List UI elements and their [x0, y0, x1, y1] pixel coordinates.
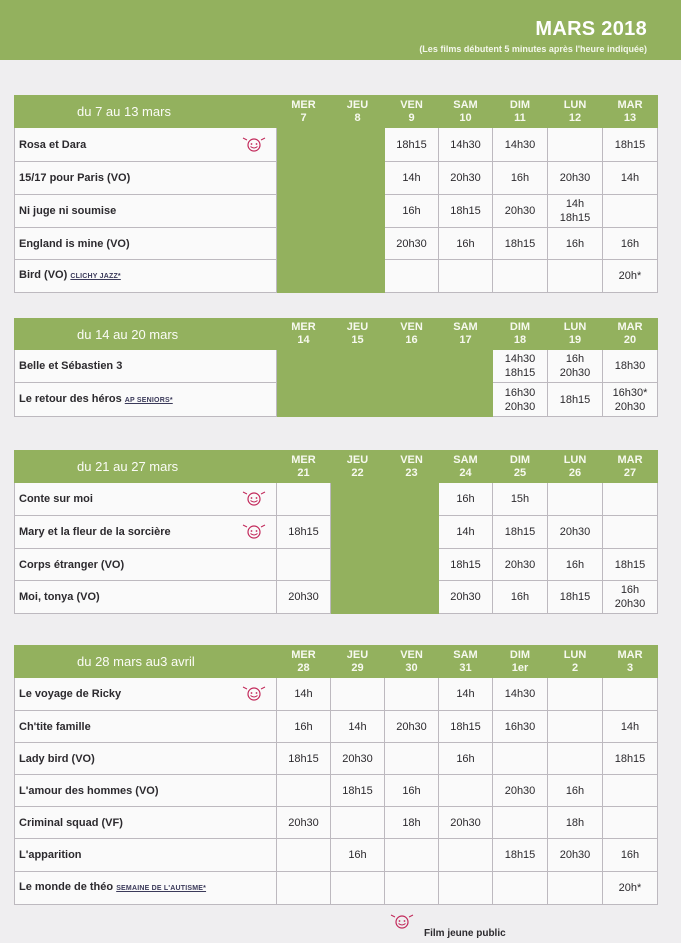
- showtime-cell: 16h: [548, 228, 603, 260]
- day-name: MER: [291, 321, 316, 333]
- film-title-cell: [15, 228, 277, 260]
- film-title-cell: [15, 128, 277, 162]
- film-title: Corps étranger (VO): [19, 558, 125, 571]
- closed-cell: [331, 195, 385, 228]
- showtime-cell: 16h: [493, 162, 548, 195]
- film-title: 15/17 pour Paris (VO): [19, 172, 131, 184]
- film-row: [15, 483, 658, 516]
- day-number: 8: [354, 111, 361, 124]
- film-title-cell: [15, 711, 277, 743]
- day-number: 15: [351, 334, 364, 346]
- day-name: JEU: [346, 648, 369, 661]
- film-title-cell: [15, 162, 277, 195]
- film-title: England is mine (VO): [19, 237, 130, 250]
- day-header: [439, 451, 493, 483]
- day-header: [331, 646, 385, 678]
- film-row: [15, 350, 658, 383]
- film-row: [15, 228, 658, 260]
- showtime-cell: 16h: [439, 743, 493, 775]
- day-number: 21: [297, 466, 310, 479]
- kid-film-icon: [240, 524, 268, 540]
- showtime-cell: [548, 483, 603, 516]
- day-name: JEU: [346, 453, 369, 466]
- day-number: 7: [300, 111, 307, 124]
- closed-cell: [385, 516, 439, 549]
- showtime-cell: 18h15: [548, 581, 603, 614]
- film-row: [15, 743, 658, 775]
- day-number: 2: [571, 661, 579, 674]
- showtime-cell: [385, 839, 439, 872]
- film-title: Le monde de théo: [19, 881, 114, 893]
- week-header: [15, 646, 658, 678]
- day-number: 17: [459, 334, 472, 346]
- showtime-cell: 14h: [385, 162, 439, 195]
- day-number: 31: [459, 661, 472, 674]
- day-name: JEU: [346, 321, 369, 333]
- showtime-cell: 14h: [277, 678, 331, 711]
- showtime-cell: [548, 128, 603, 162]
- showtime-cell: 14h30 18h15: [493, 350, 548, 383]
- film-title: Lady bird (VO): [19, 752, 95, 765]
- film-row: [15, 872, 658, 905]
- closed-cell: [277, 260, 331, 293]
- closed-cell: [331, 162, 385, 195]
- closed-cell: [331, 128, 385, 162]
- showtime-cell: [277, 483, 331, 516]
- week-range: du 14 au 20 mars: [15, 319, 277, 350]
- showtime-cell: 20h*: [603, 260, 658, 293]
- day-header: [439, 646, 493, 678]
- showtime-cell: 16h: [277, 711, 331, 743]
- day-header: [439, 96, 493, 128]
- film-tag: AP SENIORS*: [124, 396, 173, 404]
- film-tag: CLICHY JAZZ*: [70, 273, 121, 280]
- closed-cell: [277, 228, 331, 260]
- day-number: 30: [405, 661, 418, 674]
- film-title-cell: [15, 807, 277, 839]
- day-number: 19: [568, 334, 582, 346]
- closed-cell: [385, 581, 439, 614]
- day-header: [277, 96, 331, 128]
- film-title-cell: [15, 516, 277, 549]
- showtime-cell: 14h: [603, 162, 658, 195]
- day-header: [603, 646, 658, 678]
- showtime-cell: [439, 775, 493, 807]
- showtime-cell: 20h*: [603, 872, 658, 905]
- film-row: [15, 839, 658, 872]
- closed-cell: [277, 383, 331, 417]
- showtime-cell: [548, 711, 603, 743]
- film-row: [15, 678, 658, 711]
- showtime-cell: [277, 872, 331, 905]
- film-title: Mary et la fleur de la sorcière: [19, 526, 171, 538]
- film-title-cell: [15, 743, 277, 775]
- week-table: [14, 318, 658, 417]
- film-row: [15, 195, 658, 228]
- day-name: DIM: [509, 98, 531, 111]
- showtime-cell: [603, 483, 658, 516]
- showtime-cell: [603, 807, 658, 839]
- closed-cell: [439, 350, 493, 383]
- showtime-cell: [439, 872, 493, 905]
- showtime-cell: 20h30: [439, 581, 493, 614]
- film-title: Criminal squad (VF): [19, 816, 123, 829]
- film-title: Moi, tonya (VO): [19, 591, 100, 603]
- day-name: SAM: [453, 648, 478, 661]
- film-title: Le retour des héros: [19, 392, 122, 405]
- day-name: SAM: [453, 453, 478, 466]
- showtime-cell: 20h30: [385, 228, 439, 260]
- showtime-cell: 14h: [439, 516, 493, 549]
- day-name: MER: [291, 98, 316, 111]
- day-number: 25: [513, 466, 527, 479]
- day-name: SAM: [453, 321, 478, 333]
- film-row: [15, 260, 658, 293]
- day-number: 13: [623, 111, 637, 124]
- showtime-cell: 18h15: [277, 743, 331, 775]
- showtime-cell: [603, 195, 658, 228]
- film-row: [15, 775, 658, 807]
- day-header: [277, 451, 331, 483]
- showtime-cell: 16h: [603, 839, 658, 872]
- day-name: VEN: [400, 648, 423, 661]
- header-banner: [0, 0, 681, 60]
- film-title: Rosa et Dara: [19, 138, 87, 151]
- film-row: [15, 128, 658, 162]
- showtime-cell: 18h15: [277, 516, 331, 549]
- showtime-cell: [331, 872, 385, 905]
- day-name: LUN: [563, 453, 587, 466]
- showtime-cell: 18h: [385, 807, 439, 839]
- showtime-cell: [548, 678, 603, 711]
- day-header: [548, 96, 603, 128]
- showtime-cell: 16h 20h30: [548, 350, 603, 383]
- showtime-cell: [548, 872, 603, 905]
- day-header: [493, 319, 548, 350]
- day-header: [493, 646, 548, 678]
- film-row: [15, 162, 658, 195]
- day-header: [331, 451, 385, 483]
- day-header: [385, 451, 439, 483]
- day-header: [277, 646, 331, 678]
- day-name: DIM: [509, 453, 531, 466]
- showtime-cell: 20h30: [331, 743, 385, 775]
- film-title-cell: [15, 483, 277, 516]
- day-header: [277, 319, 331, 350]
- film-row: [15, 711, 658, 743]
- showtime-cell: [277, 549, 331, 581]
- showtime-cell: 20h30: [385, 711, 439, 743]
- showtime-cell: [385, 743, 439, 775]
- film-title-cell: [15, 549, 277, 581]
- closed-cell: [439, 383, 493, 417]
- showtime-cell: 20h30: [493, 195, 548, 228]
- day-number: 26: [568, 466, 582, 479]
- film-tag: SEMAINE DE L'AUTISME*: [116, 885, 207, 892]
- day-name: JEU: [346, 98, 369, 111]
- showtime-cell: 18h15: [548, 383, 603, 417]
- week-range: du 28 mars au3 avril: [15, 646, 277, 678]
- day-name: SAM: [453, 98, 478, 111]
- showtime-cell: 16h: [331, 839, 385, 872]
- film-title-cell: [15, 260, 277, 293]
- showtime-cell: 20h30: [493, 775, 548, 807]
- showtime-cell: 20h30: [548, 839, 603, 872]
- day-name: LUN: [563, 98, 587, 111]
- week-header: [15, 319, 658, 350]
- day-header: [603, 319, 658, 350]
- showtime-cell: 16h: [603, 228, 658, 260]
- showtime-cell: [331, 678, 385, 711]
- day-number: 10: [459, 111, 472, 124]
- showtime-cell: 16h: [385, 775, 439, 807]
- week-range: du 21 au 27 mars: [15, 451, 277, 483]
- day-name: VEN: [400, 321, 423, 333]
- week-header: [15, 451, 658, 483]
- showtime-cell: [603, 678, 658, 711]
- closed-cell: [277, 350, 331, 383]
- showtime-cell: [385, 260, 439, 293]
- showtime-cell: [493, 807, 548, 839]
- film-row: [15, 383, 658, 417]
- showtime-cell: 20h30: [548, 162, 603, 195]
- film-title: Conte sur moi: [19, 493, 93, 505]
- film-title-cell: [15, 839, 277, 872]
- film-title-cell: [15, 383, 277, 417]
- day-header: [493, 96, 548, 128]
- showtime-cell: [385, 678, 439, 711]
- closed-cell: [331, 483, 385, 516]
- showtime-cell: 20h30: [439, 807, 493, 839]
- day-number: 22: [351, 466, 364, 479]
- film-title-cell: [15, 350, 277, 383]
- showtime-cell: 16h 20h30: [603, 581, 658, 614]
- showtime-cell: [439, 839, 493, 872]
- film-title: Bird (VO): [19, 269, 68, 281]
- closed-cell: [277, 128, 331, 162]
- showtime-cell: 16h: [385, 195, 439, 228]
- day-number: 3: [626, 661, 634, 674]
- film-title-cell: [15, 195, 277, 228]
- day-number: 28: [297, 661, 310, 674]
- showtime-cell: 14h: [439, 678, 493, 711]
- day-name: VEN: [400, 453, 423, 466]
- closed-cell: [277, 162, 331, 195]
- day-header: [439, 319, 493, 350]
- page-title: MARS 2018: [535, 18, 647, 40]
- closed-cell: [385, 549, 439, 581]
- showtime-cell: 18h15: [493, 839, 548, 872]
- day-name: MER: [291, 453, 316, 466]
- day-name: MAR: [617, 321, 643, 333]
- showtime-cell: 18h15: [493, 228, 548, 260]
- day-header: [385, 319, 439, 350]
- day-header: [603, 96, 658, 128]
- showtime-cell: 18h15: [385, 128, 439, 162]
- day-number: 12: [568, 111, 582, 124]
- closed-cell: [385, 383, 439, 417]
- showtime-cell: 20h30: [277, 581, 331, 614]
- closed-cell: [331, 228, 385, 260]
- day-name: MAR: [617, 98, 643, 111]
- day-header: [331, 319, 385, 350]
- day-name: LUN: [563, 321, 587, 333]
- showtime-cell: 14h30: [493, 128, 548, 162]
- showtime-cell: [548, 743, 603, 775]
- showtime-cell: 14h30: [493, 678, 548, 711]
- day-number: 23: [405, 466, 418, 479]
- day-header: [548, 451, 603, 483]
- film-title-cell: [15, 872, 277, 905]
- day-name: MAR: [617, 648, 643, 661]
- closed-cell: [385, 350, 439, 383]
- showtime-cell: [603, 775, 658, 807]
- day-number: 24: [459, 466, 472, 479]
- film-title: Belle et Sébastien 3: [19, 360, 123, 372]
- showtime-cell: [493, 260, 548, 293]
- closed-cell: [331, 549, 385, 581]
- showtime-cell: 18h15: [603, 549, 658, 581]
- day-number: 9: [408, 111, 415, 124]
- day-number: 18: [513, 334, 527, 346]
- day-number: 29: [351, 661, 364, 674]
- day-number: 20: [623, 334, 637, 346]
- day-name: DIM: [509, 648, 531, 661]
- day-header: [493, 451, 548, 483]
- closed-cell: [331, 260, 385, 293]
- showtime-cell: 16h: [548, 549, 603, 581]
- showtime-cell: 18h: [548, 807, 603, 839]
- week-range: du 7 au 13 mars: [15, 96, 277, 128]
- showtime-cell: 14h 18h15: [548, 195, 603, 228]
- showtime-cell: 14h: [603, 711, 658, 743]
- day-number: 27: [623, 466, 637, 479]
- day-header: [385, 96, 439, 128]
- day-header: [603, 451, 658, 483]
- kid-film-icon: [388, 914, 416, 930]
- showtime-cell: [493, 743, 548, 775]
- day-name: VEN: [400, 98, 423, 111]
- week-table: [14, 645, 658, 905]
- showtime-cell: 18h15: [439, 711, 493, 743]
- showtime-cell: 20h30: [548, 516, 603, 549]
- closed-cell: [331, 581, 385, 614]
- day-number: 14: [297, 334, 310, 346]
- showtime-cell: 16h: [548, 775, 603, 807]
- showtime-cell: [603, 516, 658, 549]
- closed-cell: [331, 383, 385, 417]
- showtime-cell: [331, 807, 385, 839]
- showtime-cell: [385, 872, 439, 905]
- film-title-cell: [15, 678, 277, 711]
- showtime-cell: 18h15: [493, 516, 548, 549]
- day-header: [331, 96, 385, 128]
- day-name: LUN: [563, 648, 587, 661]
- film-title: Ch'tite famille: [19, 720, 91, 733]
- film-title-cell: [15, 775, 277, 807]
- showtime-cell: [277, 839, 331, 872]
- showtime-cell: 18h15: [439, 195, 493, 228]
- showtime-cell: 20h30: [493, 549, 548, 581]
- day-number: 11: [514, 111, 526, 124]
- film-title: L'amour des hommes (VO): [19, 784, 159, 797]
- showtime-cell: 18h15: [603, 743, 658, 775]
- showtime-cell: [548, 260, 603, 293]
- day-header: [385, 646, 439, 678]
- kid-film-icon: [240, 686, 268, 702]
- showtime-cell: 14h30: [439, 128, 493, 162]
- kid-film-icon: [240, 491, 268, 507]
- page-subtitle: (Les films débutent 5 minutes après l'heure indiquée): [419, 44, 647, 54]
- showtime-cell: 18h15: [603, 128, 658, 162]
- day-name: DIM: [509, 321, 531, 333]
- showtime-cell: 20h30: [439, 162, 493, 195]
- film-row: [15, 516, 658, 549]
- day-number: 16: [405, 334, 418, 346]
- showtime-cell: 16h: [439, 228, 493, 260]
- showtime-cell: 20h30: [277, 807, 331, 839]
- showtime-cell: 16h30* 20h30: [603, 383, 658, 417]
- showtime-cell: 16h30: [493, 711, 548, 743]
- day-number: 1er: [511, 661, 529, 674]
- showtime-cell: [493, 872, 548, 905]
- week-table: [14, 450, 658, 614]
- showtime-cell: 18h15: [439, 549, 493, 581]
- showtime-cell: [277, 775, 331, 807]
- week-header: [15, 96, 658, 128]
- film-title: L'apparition: [19, 849, 82, 861]
- showtime-cell: 18h30: [603, 350, 658, 383]
- kid-film-icon: [240, 137, 268, 153]
- showtime-cell: 15h: [493, 483, 548, 516]
- film-row: [15, 581, 658, 614]
- showtime-cell: [439, 260, 493, 293]
- day-name: MER: [291, 648, 316, 661]
- showtime-cell: 18h15: [331, 775, 385, 807]
- showtime-cell: 16h: [493, 581, 548, 614]
- week-table: [14, 95, 658, 293]
- closed-cell: [277, 195, 331, 228]
- film-row: [15, 549, 658, 581]
- film-title-cell: [15, 581, 277, 614]
- day-name: MAR: [617, 453, 643, 466]
- showtime-cell: 14h: [331, 711, 385, 743]
- showtime-cell: 16h: [439, 483, 493, 516]
- closed-cell: [385, 483, 439, 516]
- film-title: Ni juge ni soumise: [19, 205, 117, 217]
- film-row: [15, 807, 658, 839]
- film-title: Le voyage de Ricky: [19, 688, 122, 700]
- day-header: [548, 646, 603, 678]
- closed-cell: [331, 350, 385, 383]
- legend-label: Film jeune public: [424, 928, 506, 939]
- closed-cell: [331, 516, 385, 549]
- day-header: [548, 319, 603, 350]
- showtime-cell: 16h30 20h30: [493, 383, 548, 417]
